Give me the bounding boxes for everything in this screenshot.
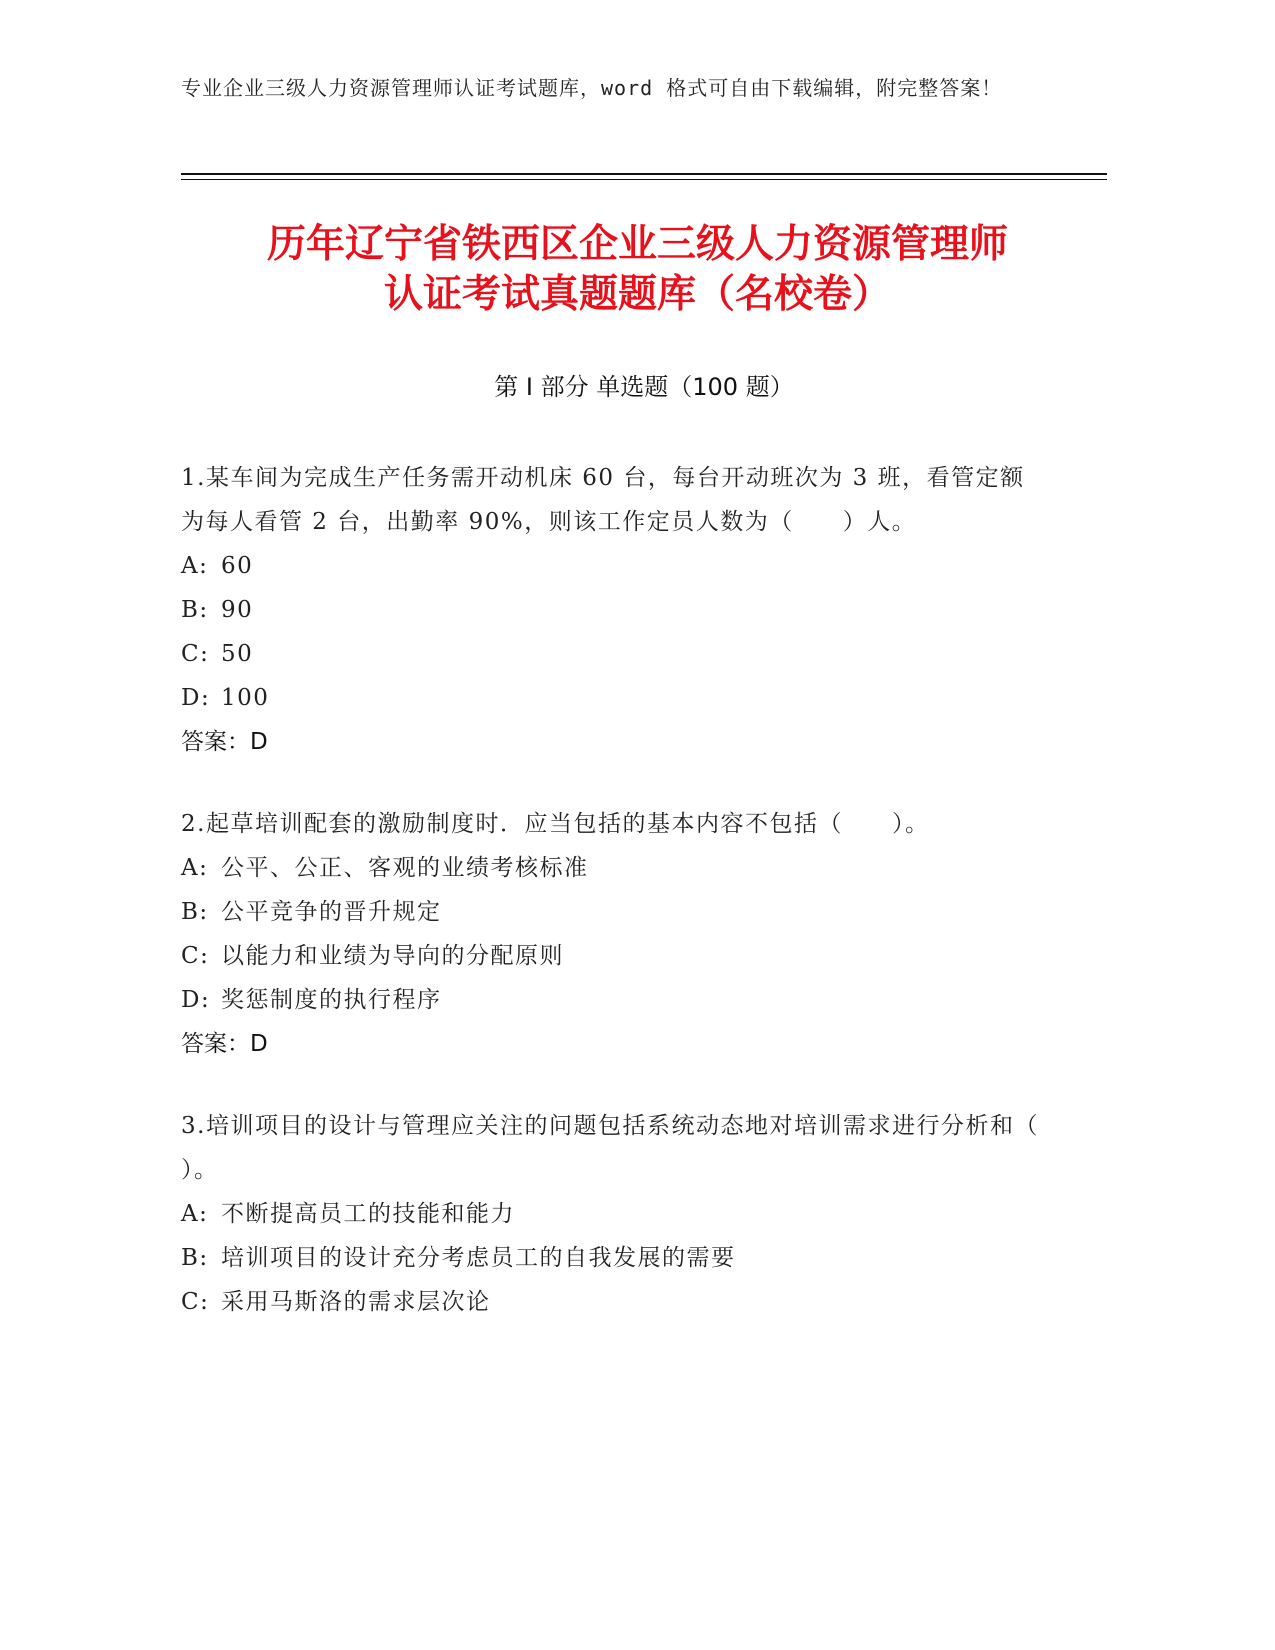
option-a: [181, 544, 1041, 588]
question-stem: 1.某车间为完成生产任务需开动机床 60 台，每台开动班次为 3 班，看管定额为每人看管 2 台，出勤率 90%，则该工作定员人数为（ ）人。: [181, 465, 1025, 535]
header-note: 专业企业三级人力资源管理师认证考试题库，word 格式可自由下载编辑，附完整答案！: [181, 76, 1003, 100]
option-text: 培训项目的设计充分考虑员工的自我发展的需要: [221, 1245, 736, 1271]
question-item: [181, 1104, 1041, 1324]
option-text: 50: [221, 641, 254, 667]
option-letter: C:: [181, 943, 210, 969]
option-c: [181, 934, 1041, 978]
question-item: [181, 802, 1041, 1066]
option-letter: C:: [181, 1289, 210, 1315]
answer-line: 答案：D: [181, 1031, 268, 1057]
header-divider-thick: [181, 173, 1107, 175]
option-b: [181, 890, 1041, 934]
option-letter: D:: [181, 987, 211, 1013]
option-letter: B:: [181, 1245, 209, 1271]
option-b: [181, 1236, 1041, 1280]
option-letter: A:: [181, 1201, 209, 1227]
option-text: 公平竞争的晋升规定: [221, 899, 442, 925]
question-item: [181, 456, 1041, 764]
option-letter: C:: [181, 641, 210, 667]
option-c: [181, 632, 1041, 676]
option-text: 不断提高员工的技能和能力: [221, 1201, 515, 1227]
option-b: [181, 588, 1041, 632]
option-letter: D:: [181, 685, 211, 711]
option-letter: B:: [181, 597, 209, 623]
option-a: [181, 846, 1041, 890]
option-letter: A:: [181, 553, 209, 579]
question-list: [181, 456, 1041, 1362]
option-text: 以能力和业绩为导向的分配原则: [221, 943, 564, 969]
document-title-line1: 历年辽宁省铁西区企业三级人力资源管理师: [266, 222, 1008, 267]
option-a: [181, 1192, 1041, 1236]
option-text: 奖惩制度的执行程序: [221, 987, 442, 1013]
option-text: 公平、公正、客观的业绩考核标准: [221, 855, 589, 881]
option-text: 100: [221, 685, 270, 711]
option-d: [181, 676, 1041, 720]
document-title-line2: 认证考试真题题库（名校卷）: [383, 272, 891, 317]
option-text: 采用马斯洛的需求层次论: [221, 1289, 491, 1315]
question-stem: 3.培训项目的设计与管理应关注的问题包括系统动态地对培训需求进行分析和（ ）。: [181, 1113, 1039, 1183]
answer-line: 答案：D: [181, 729, 268, 755]
option-d: [181, 978, 1041, 1022]
header-divider-thin: [181, 179, 1107, 180]
option-c: [181, 1280, 1041, 1324]
option-text: 90: [221, 597, 254, 623]
question-stem: 2.起草培训配套的激励制度时．应当包括的基本内容不包括（ ）。: [181, 811, 930, 837]
document-title: [160, 220, 1115, 320]
option-letter: A:: [181, 855, 209, 881]
section-heading: 第 I 部分 单选题（100 题）: [494, 373, 794, 401]
option-letter: B:: [181, 899, 209, 925]
option-text: 60: [221, 553, 254, 579]
